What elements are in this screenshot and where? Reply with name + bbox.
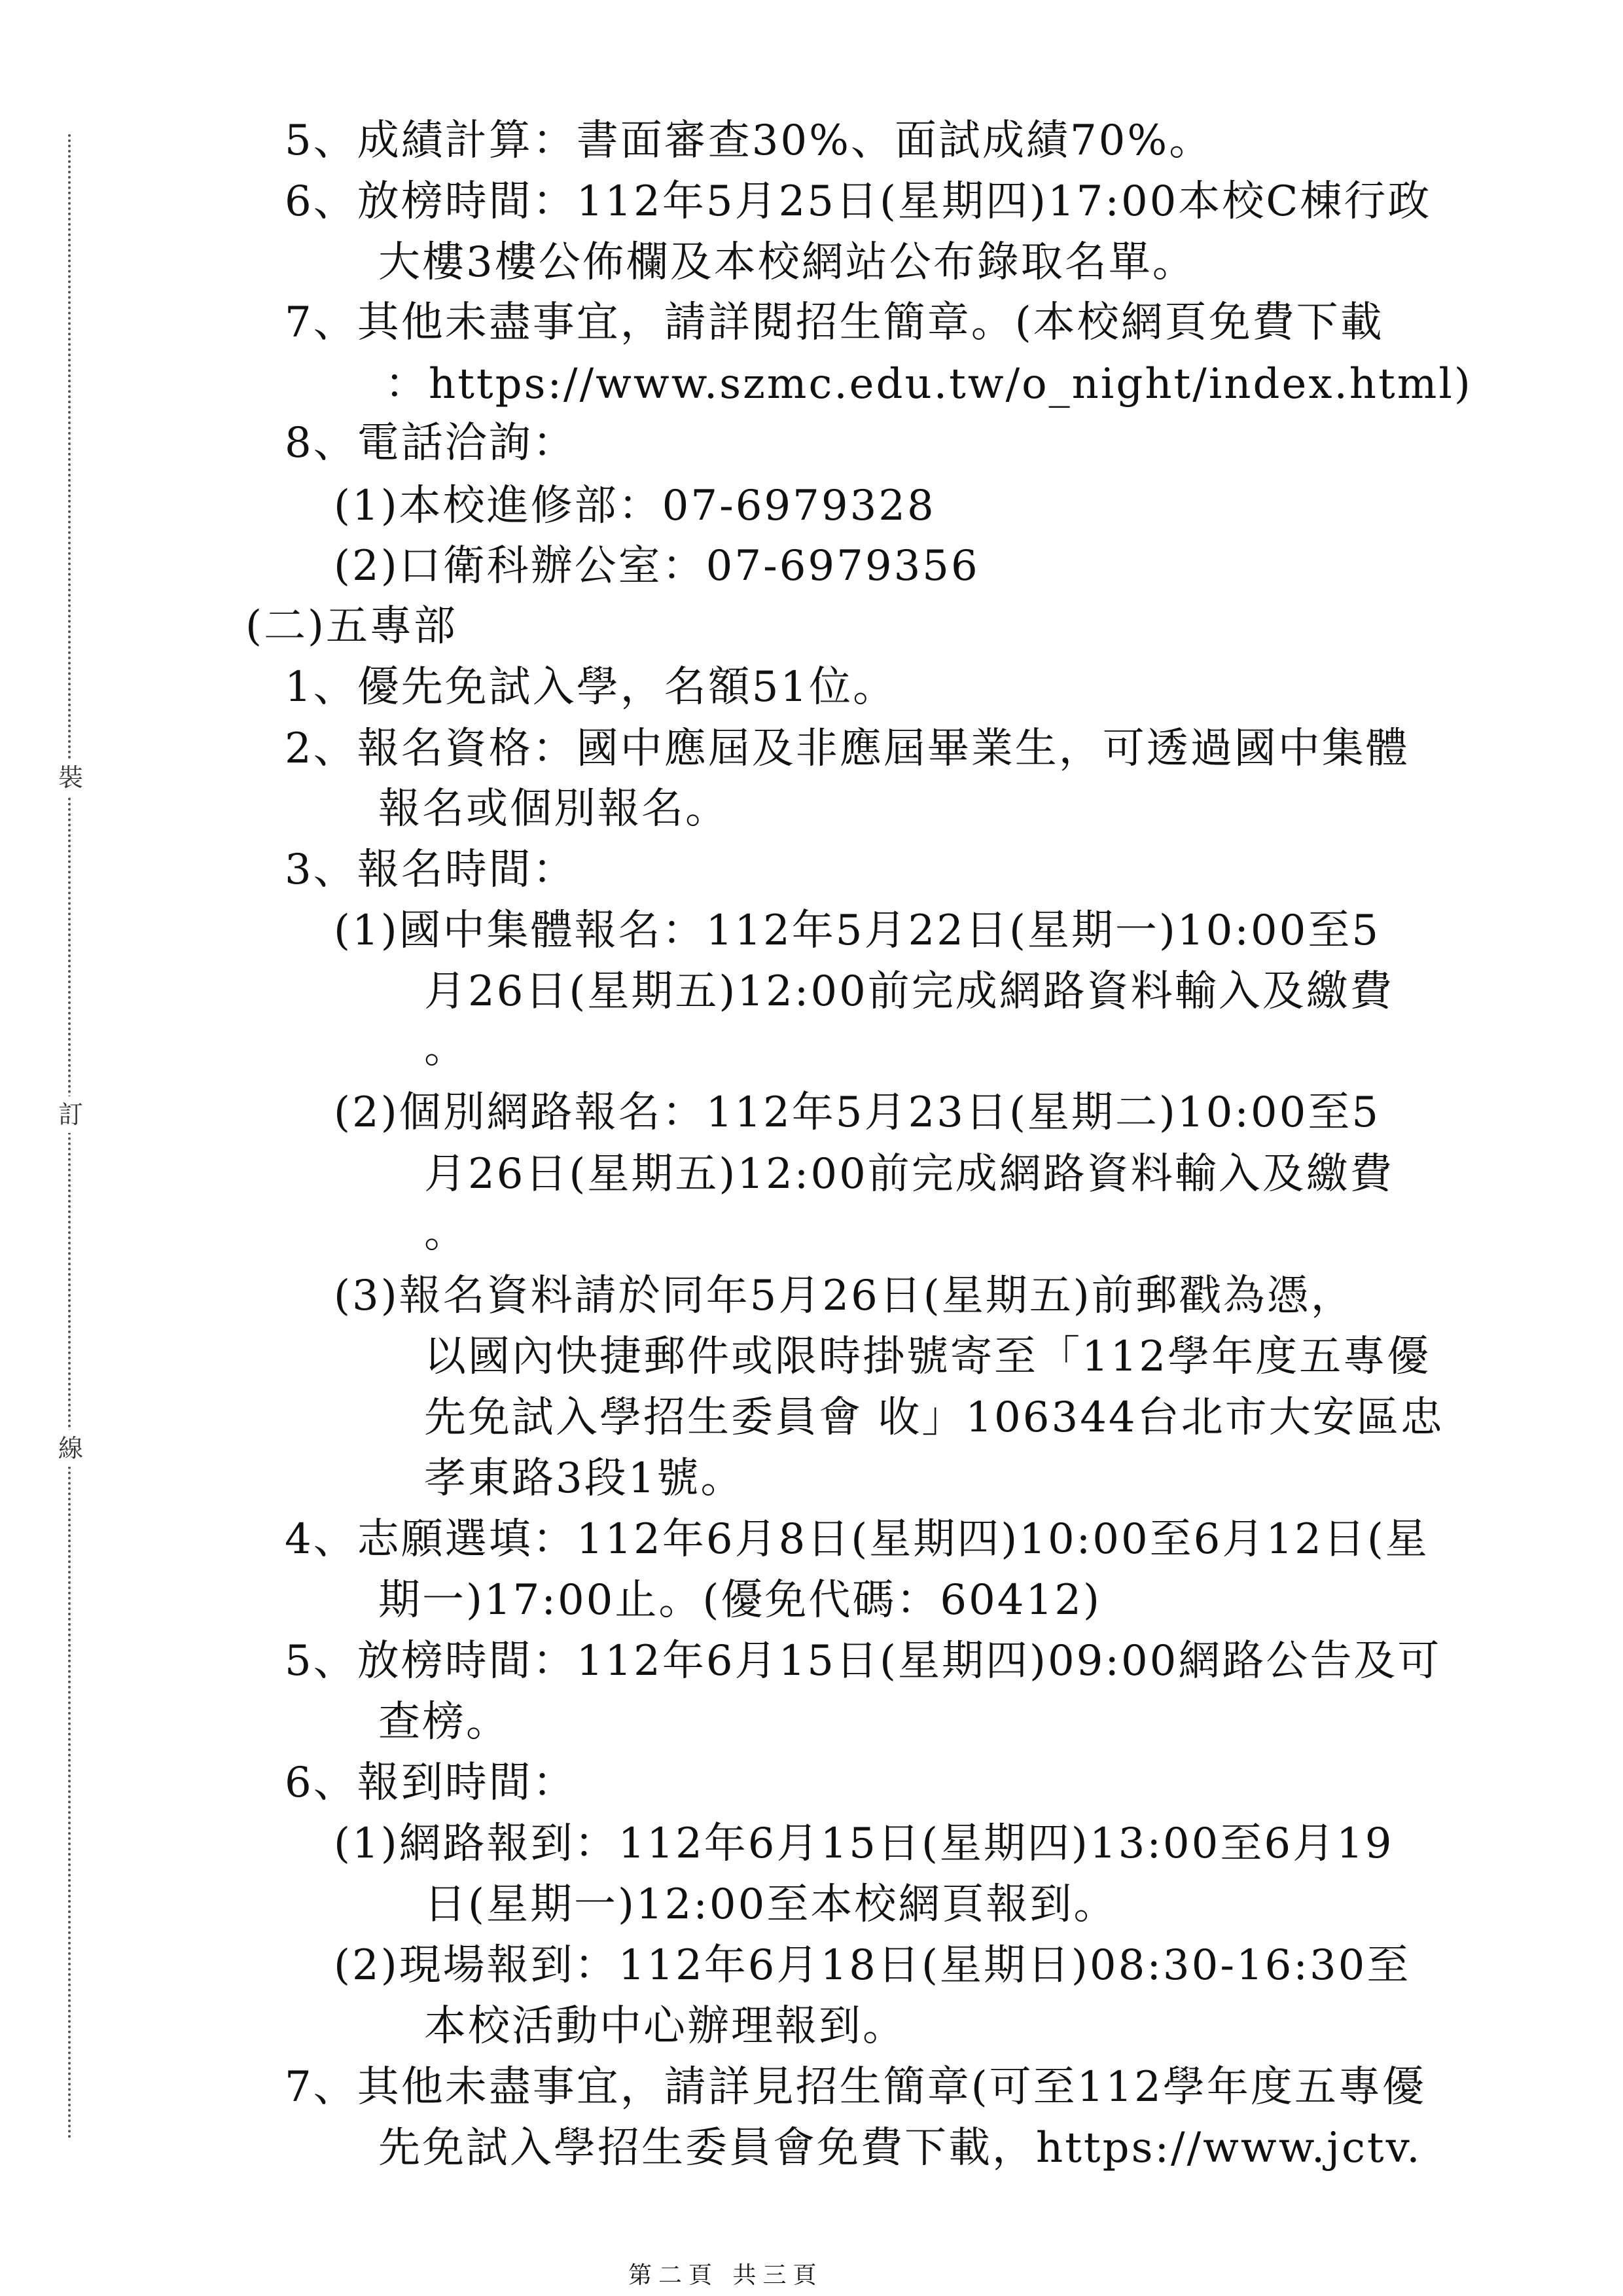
five-year-item-3-registration-time: 3、報名時間： bbox=[285, 846, 577, 894]
binding-dotted-line bbox=[68, 134, 71, 2140]
item-6-announcement-time: 6、放榜時間：112年5月25日(星期四)17:00本校C棟行政 bbox=[285, 177, 1432, 226]
page-footer: 第二頁 共三頁 bbox=[628, 2262, 823, 2289]
phone-dental-hygiene-office: (2)口衛科辦公室：07-6979356 bbox=[334, 542, 980, 590]
five-year-item-4-preferences: 4、志願選填：112年6月8日(星期四)10:00至6月12日(星 bbox=[285, 1515, 1429, 1564]
individual-registration-continuation: 月26日(星期五)12:00前完成網路資料輸入及繳費 bbox=[424, 1150, 1394, 1198]
five-year-item-1-quota: 1、優先免試入學，名額51位。 bbox=[285, 663, 897, 711]
registration-documents-line-2: 以國內快捷郵件或限時掛號寄至「112學年度五專優 bbox=[424, 1333, 1431, 1381]
item-8-phone-inquiry: 8、電話洽詢： bbox=[285, 419, 577, 467]
item-7-other-matters: 7、其他未盡事宜，請詳閱招生簡章。(本校網頁免費下載 bbox=[285, 298, 1384, 347]
binding-mark-zhuang: 裝 bbox=[56, 759, 85, 796]
individual-registration-period: 。 bbox=[424, 1209, 468, 1257]
section-heading-five-year: (二)五專部 bbox=[245, 602, 457, 651]
onsite-check-in: (2)現場報到：112年6月18日(星期日)08:30-16:30至 bbox=[334, 1941, 1411, 1990]
group-registration-continuation: 月26日(星期五)12:00前完成網路資料輸入及繳費 bbox=[424, 967, 1394, 1016]
five-year-item-5-continuation: 查榜。 bbox=[378, 1698, 510, 1746]
item-6-continuation: 大樓3樓公佈欄及本校網站公布錄取名單。 bbox=[378, 238, 1196, 287]
item-7-url: ：https://www.szmc.edu.tw/o_night/index.html) bbox=[385, 360, 1472, 408]
registration-documents: (3)報名資料請於同年5月26日(星期五)前郵戳為憑， bbox=[334, 1272, 1355, 1320]
five-year-item-6-check-in-time: 6、報到時間： bbox=[285, 1759, 577, 1807]
online-check-in-continuation: 日(星期一)12:00至本校網頁報到。 bbox=[424, 1880, 1118, 1929]
five-year-item-7-continuation: 先免試入學招生委員會免費下載，https://www.jctv. bbox=[378, 2124, 1422, 2172]
five-year-item-2-continuation: 報名或個別報名。 bbox=[378, 785, 729, 833]
group-registration-period: 。 bbox=[424, 1024, 468, 1073]
onsite-check-in-continuation: 本校活動中心辦理報到。 bbox=[424, 2002, 906, 2051]
five-year-item-5-results: 5、放榜時間：112年6月15日(星期四)09:00網路公告及可 bbox=[285, 1637, 1442, 1685]
phone-continuing-education: (1)本校進修部：07-6979328 bbox=[334, 482, 936, 530]
five-year-item-7-other-matters: 7、其他未盡事宜，請詳見招生簡章(可至112學年度五專優 bbox=[285, 2063, 1426, 2111]
registration-documents-line-3: 先免試入學招生委員會 收」106344台北市大安區忠 bbox=[424, 1393, 1444, 1442]
registration-documents-line-4: 孝東路3段1號。 bbox=[424, 1454, 745, 1503]
item-5-score-calculation: 5、成績計算：書面審查30%、面試成績70%。 bbox=[285, 117, 1213, 165]
binding-mark-xian: 線 bbox=[56, 1430, 85, 1467]
binding-mark-ding: 訂 bbox=[56, 1096, 85, 1133]
five-year-item-2-eligibility: 2、報名資格：國中應屆及非應屆畢業生，可透過國中集體 bbox=[285, 725, 1410, 773]
group-registration: (1)國中集體報名：112年5月22日(星期一)10:00至5 bbox=[334, 906, 1381, 955]
online-check-in: (1)網路報到：112年6月15日(星期四)13:00至6月19 bbox=[334, 1820, 1394, 1868]
five-year-item-4-continuation: 期一)17:00止。(優免代碼：60412) bbox=[378, 1576, 1101, 1624]
individual-registration: (2)個別網路報名：112年5月23日(星期二)10:00至5 bbox=[334, 1088, 1381, 1137]
